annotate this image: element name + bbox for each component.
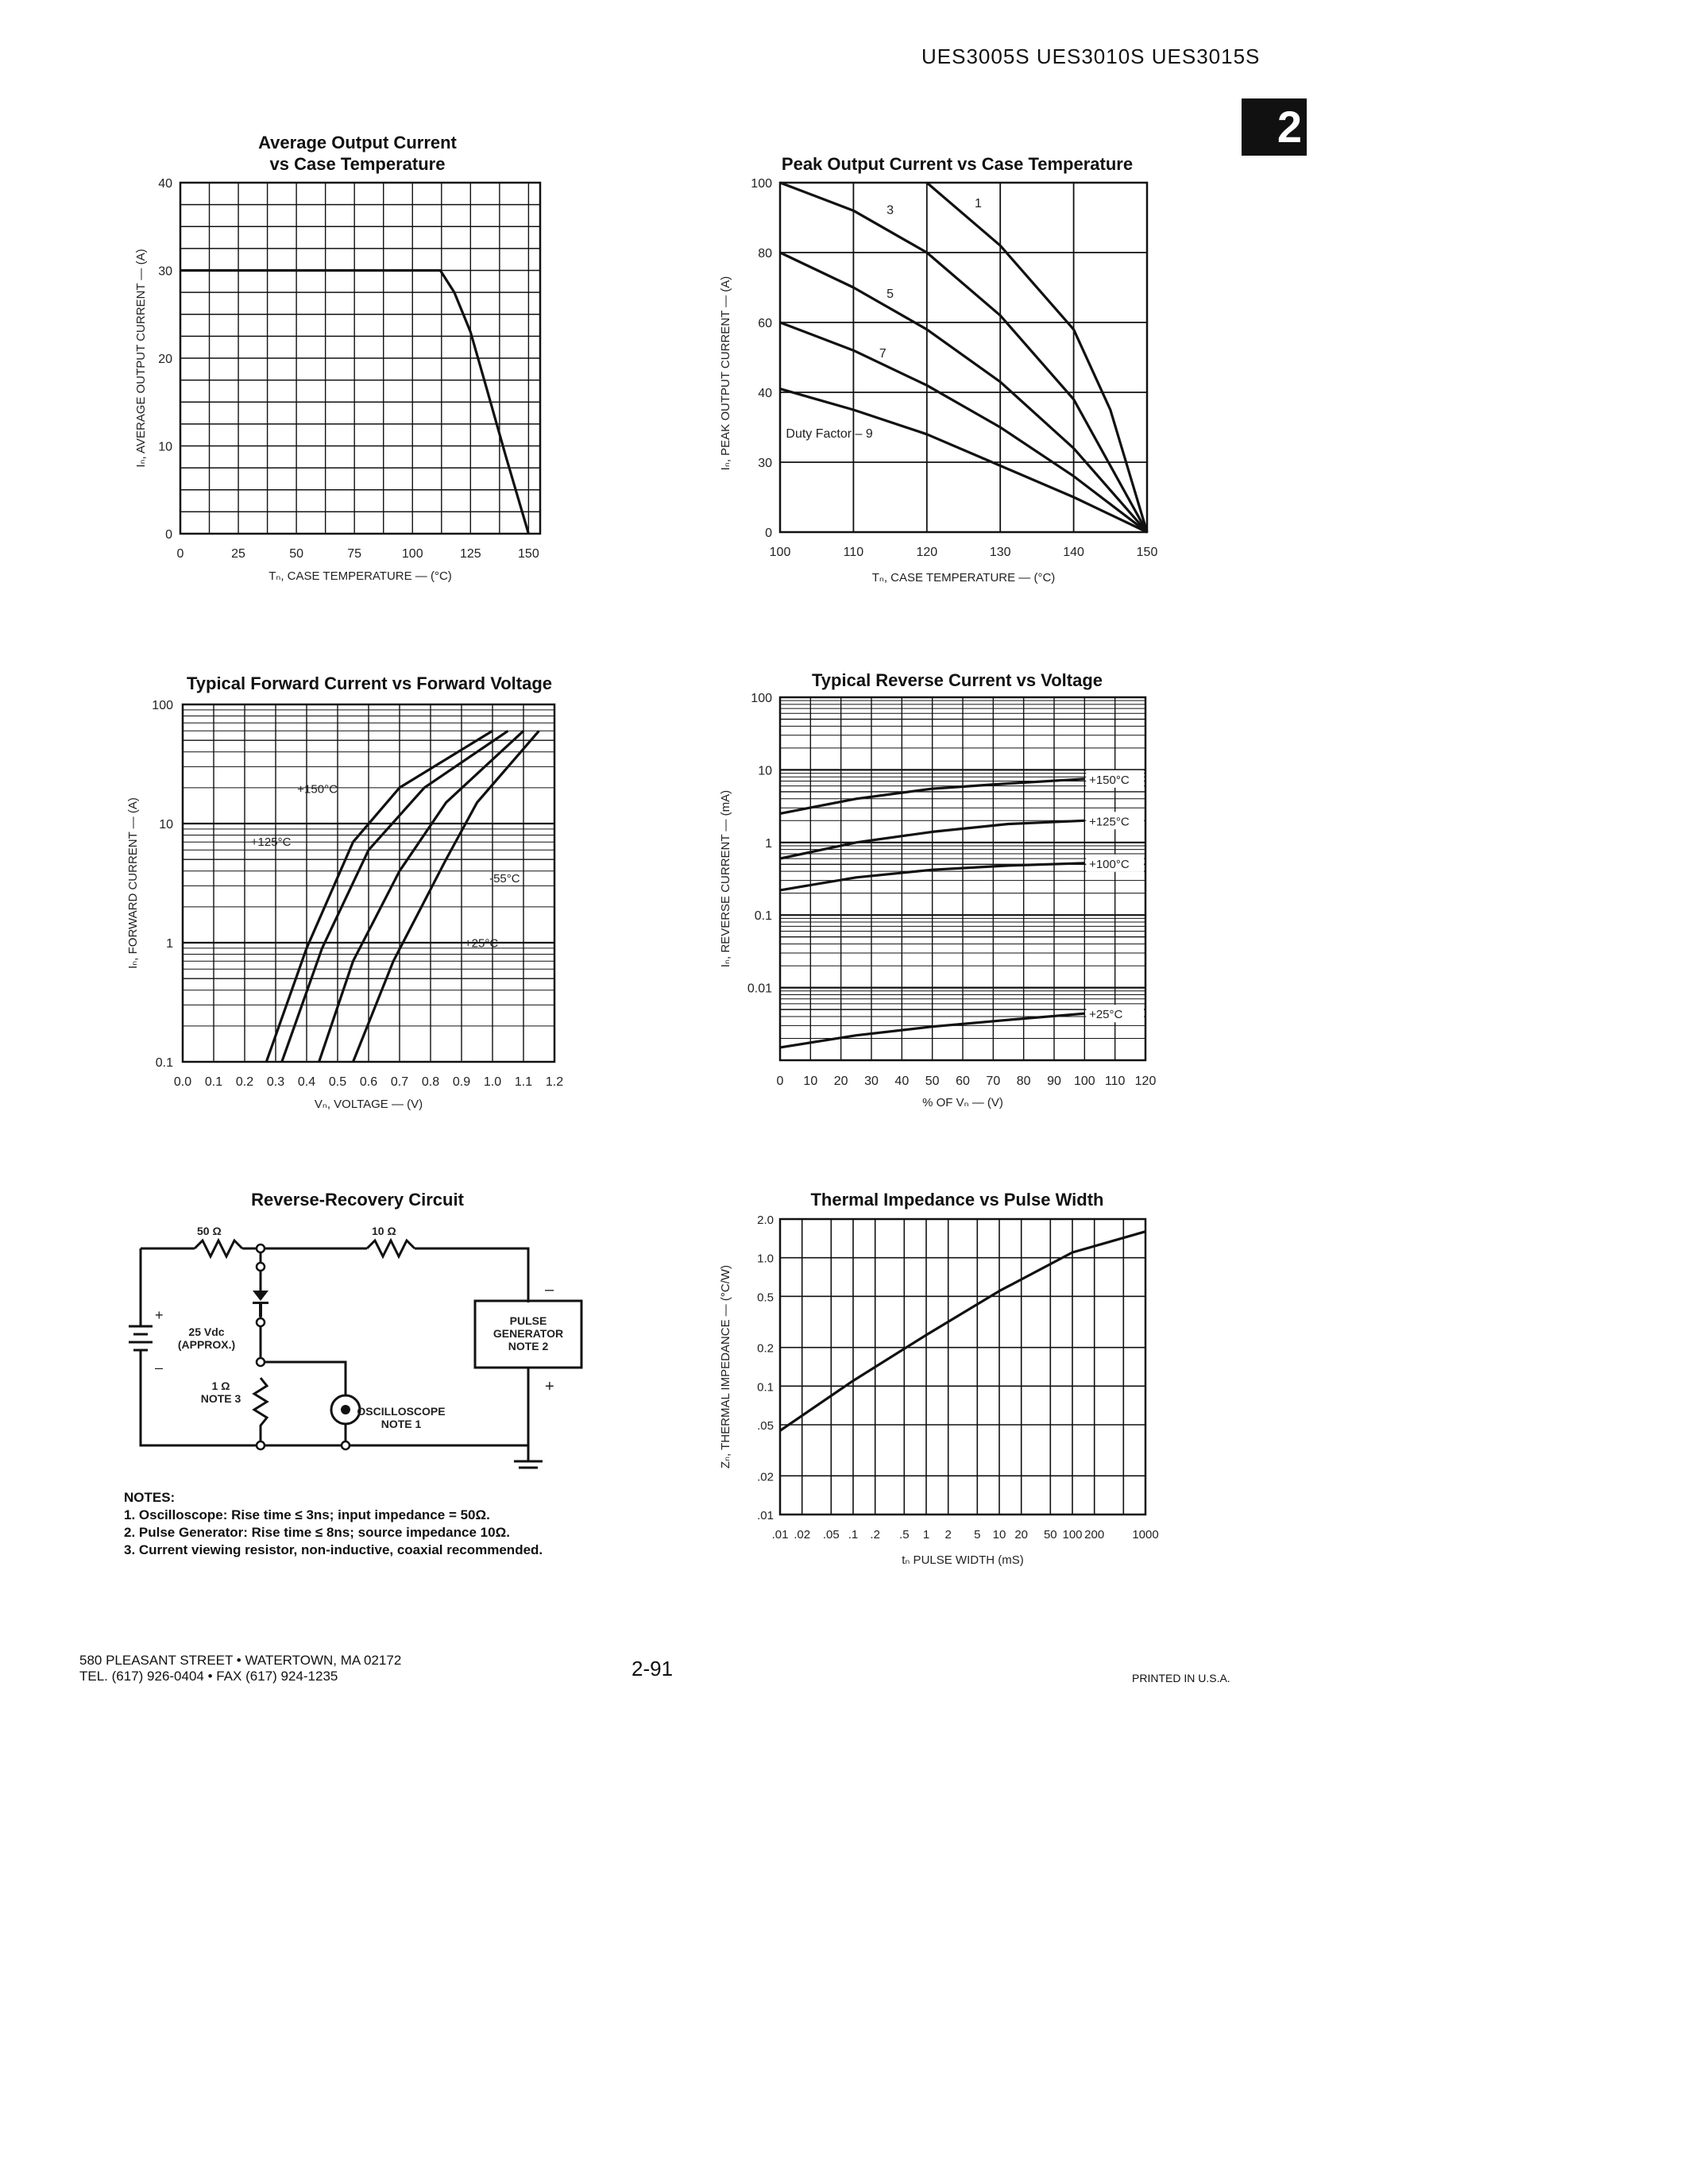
note-3: 3. Current viewing resistor, non-inductive, coaxial recommended. <box>124 1542 543 1557</box>
pulse-generator-label: PULSE GENERATOR NOTE 2 <box>492 1314 564 1352</box>
chart2-curve-label: 7 <box>879 347 886 361</box>
chart4-xtick: 80 <box>1016 1075 1031 1088</box>
chart2-xtick: 120 <box>916 546 938 559</box>
chart2-curve-label: 5 <box>886 287 894 302</box>
chart2-curve-label: 1 <box>975 196 982 210</box>
chart3-xtick: 1.0 <box>483 1075 502 1089</box>
chart3-ytick: 1 <box>166 937 173 951</box>
chart4-xtick: 50 <box>925 1075 940 1088</box>
chart4-ytick: 0.1 <box>754 909 772 924</box>
chart2-curve-label: 3 <box>886 203 894 218</box>
source-label: 25 Vdc (APPROX.) <box>177 1325 236 1351</box>
chart4-ytick: 0.01 <box>747 982 772 996</box>
chart2-frame <box>780 183 1147 532</box>
chart3-ytick: 0.1 <box>155 1056 173 1070</box>
chart5-ytick: 0.1 <box>757 1380 774 1395</box>
chart5-title: Thermal Impedance vs Pulse Width <box>810 1190 1104 1210</box>
diode-icon <box>253 1291 268 1317</box>
chart2-annotation: Duty Factor – 9 <box>786 427 873 442</box>
chart5-xtick: 100 <box>1062 1528 1083 1542</box>
chart5-xtick: .01 <box>771 1528 789 1542</box>
chart3-xtick: 0.9 <box>452 1075 471 1089</box>
chart3-xtick: 0.5 <box>328 1075 347 1089</box>
chart5-ytick: .02 <box>757 1470 774 1484</box>
chart4-xtick: 20 <box>833 1075 848 1088</box>
pulse-minus: – <box>545 1281 554 1298</box>
chart3-xtick: 0.4 <box>297 1075 316 1089</box>
chart5-xtick: 50 <box>1043 1528 1057 1542</box>
chart4-xtick: 120 <box>1134 1075 1157 1088</box>
note-1: 1. Oscilloscope: Rise time ≤ 3ns; input impedance = 50Ω. <box>124 1507 490 1522</box>
chart5-ytick: 2.0 <box>757 1214 774 1227</box>
chart2-ylabel: Iₙ, PEAK OUTPUT CURRENT — (A) <box>719 276 732 471</box>
chart3-xlabel: Vₙ, VOLTAGE — (V) <box>314 1098 423 1111</box>
chart5-ytick: 0.5 <box>757 1291 774 1305</box>
chart5-xtick: 1 <box>922 1528 930 1542</box>
chart1-xtick: 150 <box>518 547 539 561</box>
chart4-curve-label: +150°C <box>1089 773 1130 787</box>
chart3-xtick: 0.8 <box>421 1075 440 1089</box>
chart1-xtick: 75 <box>347 547 362 561</box>
chart3-title: Typical Forward Current vs Forward Voltage <box>186 673 553 693</box>
chart5-xtick: 2 <box>944 1528 952 1542</box>
chart2-series-line <box>780 389 1147 532</box>
chart4-ylabel: Iₙ, REVERSE CURRENT — (mA) <box>719 789 732 968</box>
chart4-title: Typical Reverse Current vs Voltage <box>812 670 1103 690</box>
chart5-ylabel: Zₙ, THERMAL IMPEDANCE — (°C/W) <box>719 1264 732 1469</box>
chart1-ytick: 20 <box>158 353 172 366</box>
chart5-xtick: 1000 <box>1132 1528 1159 1542</box>
chart4-ytick: 100 <box>751 692 772 705</box>
oscilloscope-label: OSCILLOSCOPE NOTE 1 <box>357 1405 446 1430</box>
r1-label: 50 Ω <box>197 1225 222 1237</box>
chart4-ytick: 10 <box>758 764 772 778</box>
chart5-xtick: 20 <box>1014 1528 1029 1542</box>
chart5-ytick: 1.0 <box>757 1252 774 1266</box>
chart1-xtick: 125 <box>459 547 481 561</box>
pulse-plus: + <box>545 1378 554 1395</box>
r2-label: 10 Ω <box>372 1225 396 1237</box>
notes-block <box>124 1489 543 1559</box>
chart3-series-line <box>282 731 508 1062</box>
chart3-xtick: 0.7 <box>390 1075 409 1089</box>
chart5-xtick: .02 <box>794 1528 811 1542</box>
chart2-xtick: 110 <box>843 546 864 559</box>
chart2-xtick: 150 <box>1136 546 1158 559</box>
chart5-xtick: 5 <box>974 1528 981 1542</box>
chart5-series-line <box>780 1232 1145 1431</box>
chart3-ytick: 10 <box>159 818 173 832</box>
chart5-xtick: .5 <box>899 1528 910 1542</box>
printed-in: PRINTED IN U.S.A. <box>1132 1672 1230 1684</box>
chart4-xtick: 70 <box>986 1075 1001 1088</box>
notes-heading: NOTES: <box>124 1490 176 1505</box>
chart4-xlabel: % OF Vₙ — (V) <box>922 1096 1003 1109</box>
chart1-title: Average Output Current vs Case Temperature <box>258 133 457 174</box>
chart2-ytick: 30 <box>758 457 772 470</box>
chart2-title: Peak Output Current vs Case Temperature <box>781 154 1134 174</box>
chart3-ytick: 100 <box>152 699 173 712</box>
chart2-ytick: 60 <box>758 317 772 330</box>
resistor-1-ohm <box>254 1378 267 1445</box>
chart3-xtick: 1.2 <box>545 1075 564 1089</box>
chart3-xtick: 0.0 <box>173 1075 192 1089</box>
chart4-curve-label: +25°C <box>1089 1008 1123 1022</box>
chart3-xtick: 0.6 <box>359 1075 378 1089</box>
chart4-xtick: 100 <box>1073 1075 1095 1088</box>
chart2-ytick: 40 <box>758 387 772 400</box>
chart2-ytick: 80 <box>758 247 772 260</box>
chart2-ytick: 100 <box>751 177 772 191</box>
chart5-xtick: 200 <box>1084 1528 1105 1542</box>
chart5-xlabel: tₙ PULSE WIDTH (mS) <box>902 1553 1024 1567</box>
chart4-curve-label: +125°C <box>1089 815 1130 829</box>
chart1-ytick: 40 <box>158 177 172 191</box>
chart2-series-line <box>780 183 1147 532</box>
chart3-xtick: 0.3 <box>266 1075 285 1089</box>
chart3-xtick: 1.1 <box>514 1075 533 1089</box>
resistor-10-ohm <box>367 1241 415 1256</box>
chart2-xtick: 140 <box>1063 546 1084 559</box>
chart2-ytick: 0 <box>765 527 772 540</box>
chart5-ytick: .01 <box>757 1509 774 1522</box>
chart5-ytick: 0.2 <box>757 1341 774 1356</box>
chart3-curve-label: +125°C <box>250 835 292 850</box>
chart1-xtick: 50 <box>289 547 304 561</box>
chart5-frame <box>780 1219 1145 1515</box>
chart1-ytick: 0 <box>165 528 172 542</box>
chart1-xtick: 100 <box>401 547 423 561</box>
chart1-xtick: 25 <box>231 547 245 561</box>
chart4-xtick: 90 <box>1047 1075 1061 1088</box>
chart4-xtick: 30 <box>864 1075 879 1088</box>
resistor-50-ohm <box>195 1241 242 1256</box>
chart4-xtick: 60 <box>956 1075 970 1088</box>
chart4-xtick: 0 <box>776 1075 784 1088</box>
page-number: 2-91 <box>632 1657 674 1680</box>
chart1-ylabel: Iₙ, AVERAGE OUTPUT CURRENT — (A) <box>134 249 148 468</box>
battery-minus: – <box>155 1360 164 1376</box>
chart4-curve-label: +100°C <box>1089 857 1130 871</box>
chart1-xlabel: Tₙ, CASE TEMPERATURE — (°C) <box>268 569 452 583</box>
chart5-ytick: .05 <box>757 1418 774 1433</box>
circuit-title: Reverse-Recovery Circuit <box>251 1190 464 1210</box>
chart3-curve-label: -55°C <box>489 872 520 886</box>
chart3-ylabel: Iₙ, FORWARD CURRENT — (A) <box>126 797 140 969</box>
rsense-label: 1 Ω NOTE 3 <box>200 1379 241 1405</box>
footer-address: 580 PLEASANT STREET • WATERTOWN, MA 02172 <box>79 1653 402 1668</box>
part-numbers-header: UES3005S UES3010S UES3015S <box>921 44 1261 68</box>
chart3-curve-label: +25°C <box>464 936 499 951</box>
battery-plus: + <box>155 1307 164 1323</box>
chart2-xlabel: Tₙ, CASE TEMPERATURE — (°C) <box>871 571 1056 585</box>
chart5-xtick: .2 <box>870 1528 880 1542</box>
reverse-recovery-circuit <box>119 1207 635 1469</box>
chart1-xtick: 0 <box>176 547 184 561</box>
chart3-curve-label: +150°C <box>297 782 338 797</box>
chart4-xtick: 40 <box>894 1075 910 1088</box>
footer-phone: TEL. (617) 926-0404 • FAX (617) 924-1235 <box>79 1669 338 1684</box>
chart2-xtick: 100 <box>769 546 791 559</box>
chart5-xtick: .05 <box>822 1528 840 1542</box>
chart3-xtick: 0.1 <box>204 1075 223 1089</box>
chart4-xtick: 110 <box>1104 1075 1126 1088</box>
chart2-xtick: 130 <box>989 546 1011 559</box>
chart1-ytick: 30 <box>158 264 172 279</box>
footer-address-block <box>79 1653 401 1684</box>
chart1-ytick: 10 <box>158 440 172 454</box>
chart4-xtick: 10 <box>803 1075 818 1088</box>
chart5-xtick: 10 <box>992 1528 1006 1542</box>
section-tab: 2 <box>1242 98 1307 156</box>
chart4-ytick: 1 <box>765 836 772 851</box>
note-2: 2. Pulse Generator: Rise time ≤ 8ns; source impedance 10Ω. <box>124 1525 510 1540</box>
chart5-xtick: .1 <box>848 1528 859 1542</box>
chart3-series-line <box>353 731 539 1062</box>
chart3-xtick: 0.2 <box>235 1075 254 1089</box>
